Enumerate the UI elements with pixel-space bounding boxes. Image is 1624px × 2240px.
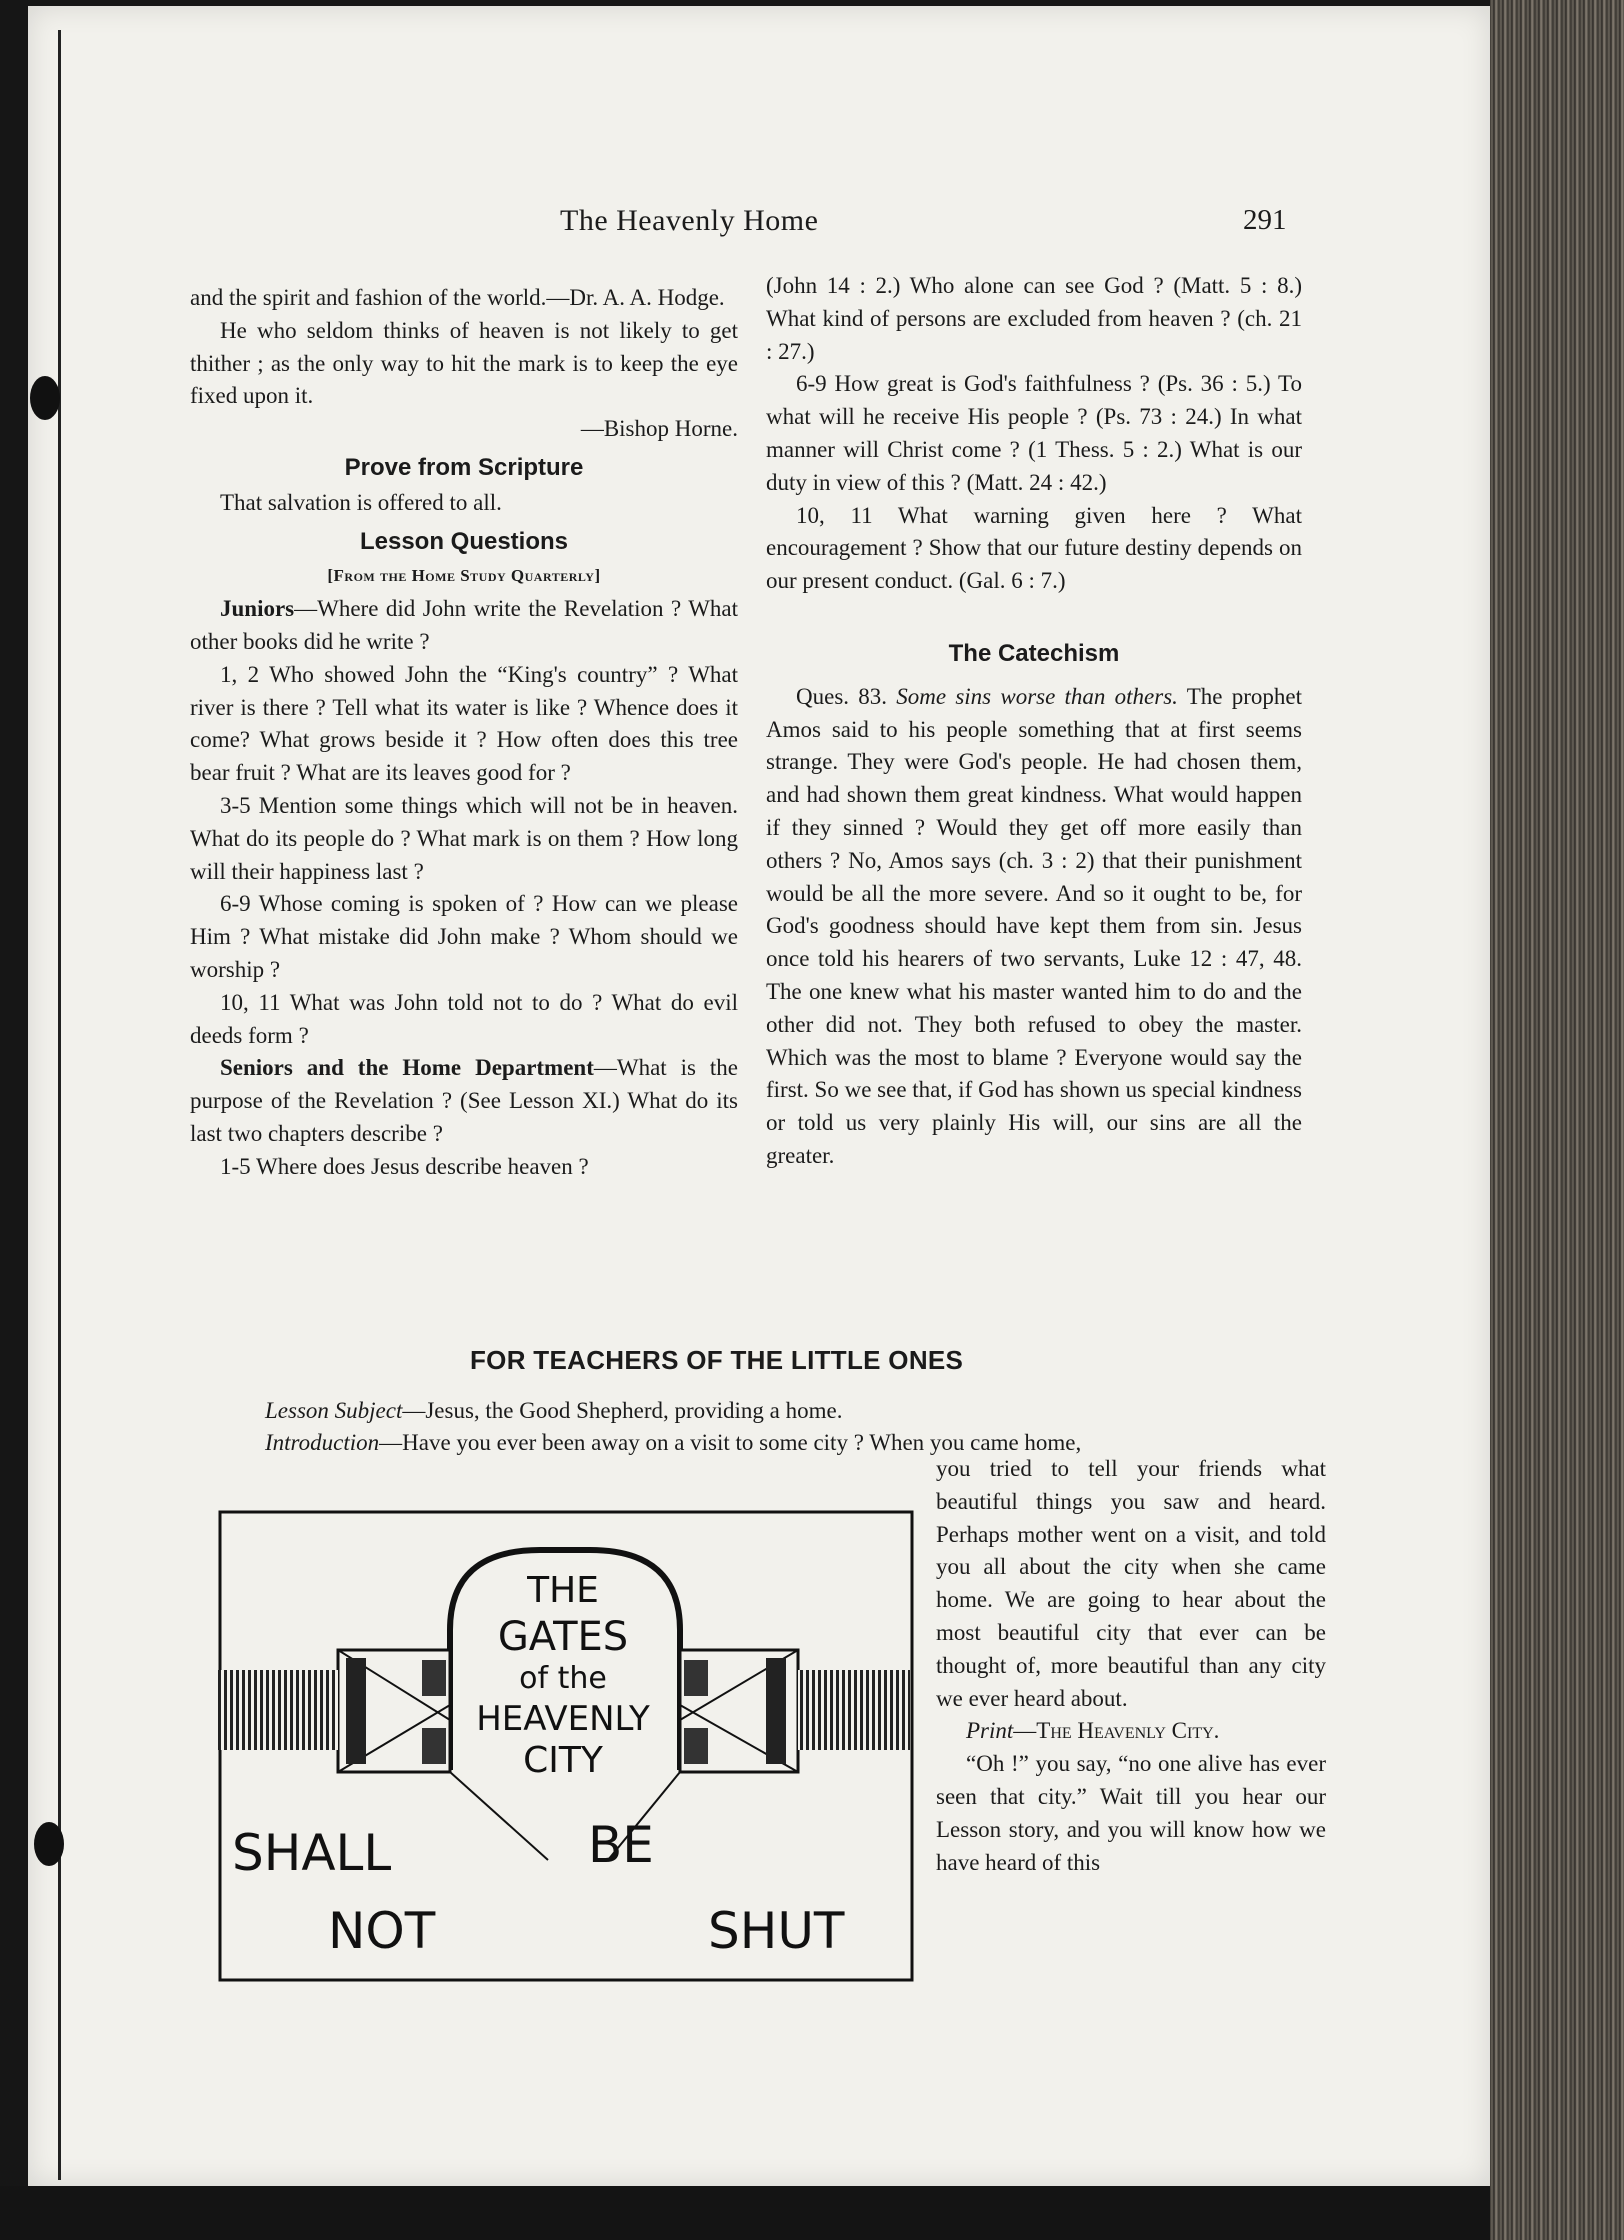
sign-be: BE <box>588 1816 654 1874</box>
seniors-label: Seniors and the Home Department <box>220 1055 594 1081</box>
question-10-11: 10, 11 What was John told not to do ? What do evil deeds form ? <box>190 989 738 1048</box>
quote-horne: He who seldom thinks of heaven is not likely to get thither ; as the only way to hit the mark is to keep the eye fixed upon it. <box>190 317 738 409</box>
sign-of-the: of the <box>519 1661 607 1696</box>
right-gate-door <box>680 1650 798 1772</box>
juniors-intro <box>190 593 738 659</box>
left-column <box>190 282 738 1184</box>
heavenly-city-gates-illustration <box>218 1510 914 1982</box>
sign-heavenly: HEAVENLY <box>476 1699 650 1739</box>
binding-hole-top <box>30 376 60 420</box>
lesson-subject-line <box>265 1395 843 1428</box>
sign-gates: GATES <box>497 1614 629 1660</box>
catechism-paragraph <box>766 681 1302 1173</box>
question-1-2: 1, 2 Who showed John the “King's country” ? What river is there ? Tell what its water is like ? Whence does it come? What grows beside it ? How often does this tree bear fruit ? What are its leaves good for ? <box>190 661 738 786</box>
introduction-wrap-text-2: “Oh !” you say, “no one alive has ever seen that city.” Wait till you hear our Lesson story, and you will know how we have heard of this <box>936 1751 1326 1875</box>
seniors-text: —What is the purpose of the Revelation ? (See Lesson XI.) What do its last two chapters describe ? <box>190 1055 739 1146</box>
introduction-text: —Have you ever been away on a visit to some city ? When you came home, <box>379 1430 1082 1455</box>
question-6-9: 6-9 Whose coming is spoken of ? How can we please Him ? What mistake did John make ? Whom should we worship ? <box>190 891 738 982</box>
print-label: Print <box>966 1718 1014 1744</box>
introduction-continued <box>936 1453 1326 1879</box>
heading-lesson-questions: Lesson Questions <box>359 527 569 555</box>
introduction-label: Introduction <box>265 1430 380 1455</box>
sign-shut: SHUT <box>708 1902 845 1960</box>
sign-shall: SHALL <box>232 1824 392 1882</box>
print-text: —The Heavenly City. <box>1013 1718 1220 1744</box>
path-line-left <box>450 1772 548 1860</box>
little-ones-title: FOR TEACHERS OF THE LITTLE ONES <box>470 1345 964 1375</box>
question-seniors-10-11: 10, 11 What warning given here ? What encouragement ? Show that our future destiny depends on our present conduct. (Gal. 6 : 7.) <box>766 502 1302 594</box>
question-seniors-6-9: 6-9 How great is God's faithfulness ? (Ps. 36 : 5.) To what will he receive His people ? (Ps. 73 : 24.) In what manner will Christ come ? (1 Thess. 5 : 2.) What is our duty in view of this ? (Matt. 24 : 42.) <box>766 371 1302 495</box>
juniors-label: Juniors <box>220 596 295 622</box>
right-gate-hinge-wall <box>798 1670 910 1750</box>
lesson-subject-label: Lesson Subject <box>265 1398 403 1423</box>
lesson-subject-text: —Jesus, the Good Shepherd, providing a home. <box>402 1398 843 1423</box>
introduction-wrap-text: you tried to tell your friends what beautiful things you saw and heard. Perhaps mother went on a visit, and told you all about the city when she came home. We are going to hear about the most beautiful city that ever can be thought of, more beautiful than any city we ever heard about. <box>936 1456 1326 1711</box>
question-number: Ques. 83. <box>796 683 888 709</box>
sign-not: NOT <box>328 1902 436 1960</box>
page-number: 291 <box>1243 204 1287 236</box>
heading-catechism: The Catechism <box>948 639 1120 667</box>
catechism-text: The prophet Amos said to his people something that at first seems strange. They were God's people. He had chosen them, and had shown them great kindness. What would happen if they sinned ? Would they get off more easily than others ? No, Amos says (ch. 3 : 2) that their punishment would be all the more severe. And so it ought to be, for God's goodness should have kept them from sin. Jesus once told his hearers of two servants, Luke 12 : 47, 48. The one knew what his master wanted him to do and the other did not. They both refused to obey the master. Which was the most to blame ? Everyone would say the first. So we see that, if God has shown us special kindness or told us very plainly His will, our sins are all the greater. <box>766 683 1303 1168</box>
continued-questions: (John 14 : 2.) Who alone can see God ? (Matt. 5 : 8.) What kind of persons are excluded from heaven ? (ch. 21 : 27.) <box>766 273 1302 364</box>
seniors-intro <box>190 1052 738 1150</box>
quote-horne-attribution: —Bishop Horne. <box>580 416 738 442</box>
right-column <box>766 270 1302 1173</box>
prove-text: That salvation is offered to all. <box>220 489 502 515</box>
binding-hole-bottom <box>34 1822 64 1866</box>
scan-bottom-shadow <box>0 2186 1490 2240</box>
question-title: Some sins worse than others. <box>896 683 1178 709</box>
question-seniors-1-5: 1-5 Where does Jesus describe heaven ? <box>220 1153 589 1179</box>
left-gate-hinge-wall <box>218 1670 338 1750</box>
print-instruction <box>936 1715 1326 1748</box>
sign-city: CITY <box>523 1740 603 1781</box>
heading-prove-from-scripture: Prove from Scripture <box>344 453 584 481</box>
quote-hodge: and the spirit and fashion of the world.—Dr. A. A. Hodge. <box>190 285 725 310</box>
questions-source: [From the Home Study Quarterly] <box>327 566 601 586</box>
juniors-text: —Where did John write the Revelation ? What other books did he write ? <box>190 596 738 654</box>
left-gate-door <box>338 1650 450 1772</box>
sign-the: THE <box>527 1570 599 1611</box>
book-page-edges <box>1490 0 1624 2240</box>
running-header: The Heavenly Home <box>560 204 819 237</box>
question-3-5: 3-5 Mention some things which will not be in heaven. What do its people do ? What mark is on them ? How long will their happiness last ? <box>190 792 738 884</box>
